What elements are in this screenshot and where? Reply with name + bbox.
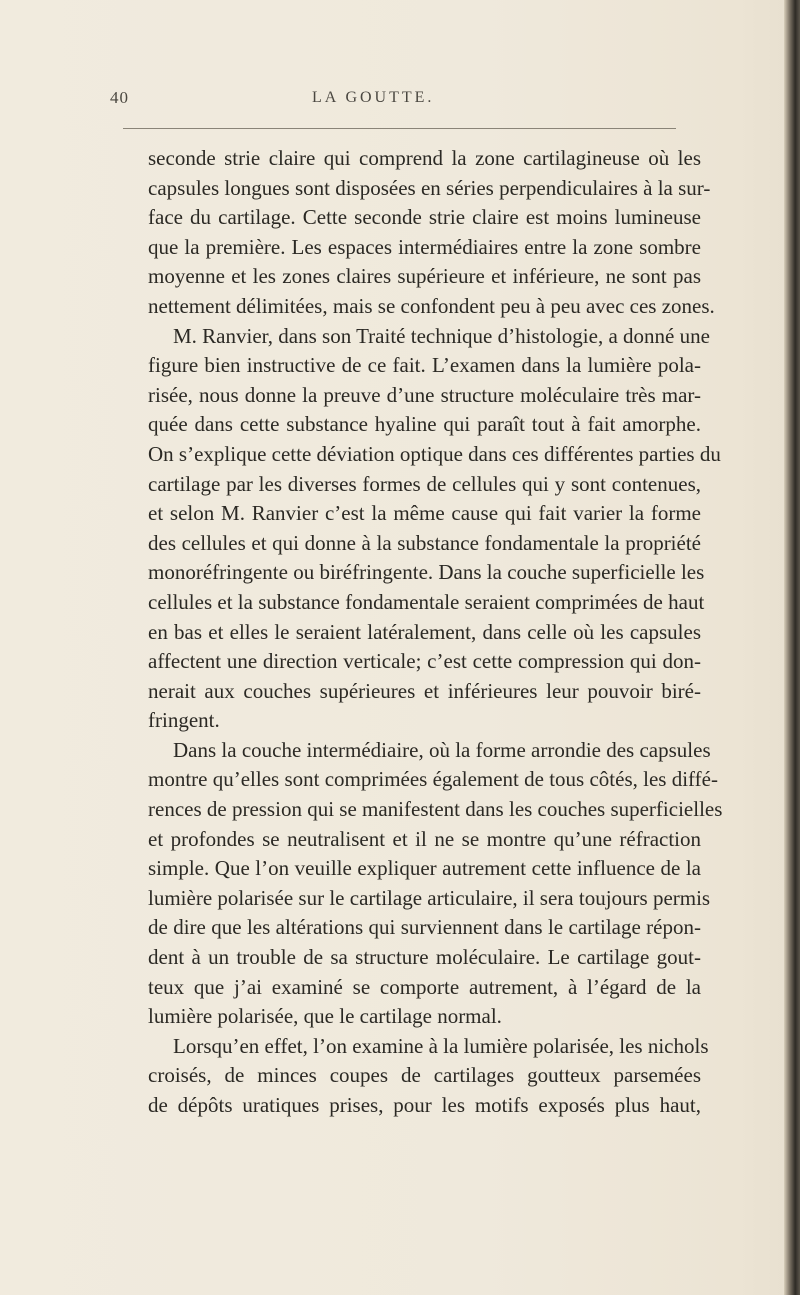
text-line: que la première. Les espaces intermédiaires entre la zone sombre [148, 234, 701, 259]
text-line: affectent une direction verticale; c’est cette compression qui don- [148, 649, 701, 674]
text-line: teux que j’ai examiné se comporte autrement, à l’égard de la [148, 974, 701, 999]
text-line: quée dans cette substance hyaline qui paraît tout à fait amorphe. [148, 412, 701, 437]
text-line: moyenne et les zones claires supérieure et inférieure, ne sont pas [148, 264, 701, 289]
text-line: rences de pression qui se manifestent dans les couches superficielles [148, 797, 723, 822]
body-text [148, 144, 723, 1121]
text-line: et profondes se neutralisent et il ne se montre qu’une réfraction [148, 826, 701, 851]
page-number: 40 [110, 88, 129, 107]
text-line: monoréfringente ou biréfringente. Dans la couche superficielle les [148, 560, 705, 585]
text-line: Dans la couche intermédiaire, où la forme arrondie des capsules [173, 737, 711, 762]
text-line: risée, nous donne la preuve d’une structure moléculaire très mar- [148, 382, 701, 407]
running-title: LA GOUTTE. [312, 89, 435, 106]
text-line: figure bien instructive de ce fait. L’examen dans la lumière pola- [148, 353, 701, 378]
text-line: nettement délimitées, mais se confondent peu à peu avec ces zones. [148, 293, 715, 318]
text-line: M. Ranvier, dans son Traité technique d’histologie, a donné une [173, 323, 710, 348]
header-rule [123, 128, 676, 129]
text-line: capsules longues sont disposées en séries perpendiculaires à la sur- [148, 175, 711, 200]
text-line: lumière polarisée sur le cartilage articulaire, il sera toujours permis [148, 885, 711, 910]
text-line: lumière polarisée, que le cartilage normal. [148, 1004, 502, 1029]
text-line: fringent. [148, 708, 220, 733]
text-line: simple. Que l’on veuille expliquer autrement cette influence de la [148, 856, 701, 881]
text-line: cartilage par les diverses formes de cellules qui y sont contenues, [148, 471, 701, 496]
text-line: montre qu’elles sont comprimées également de tous côtés, les diffé- [148, 767, 718, 792]
page-edge-shadow [784, 0, 800, 1295]
text-line: nerait aux couches supérieures et inférieures leur pouvoir biré- [148, 678, 701, 703]
text-line: croisés, de minces coupes de cartilages goutteux parsemées [148, 1063, 701, 1088]
text-line: seconde strie claire qui comprend la zone cartilagineuse où les [148, 146, 701, 170]
text-line: On s’explique cette déviation optique dans ces différentes parties du [148, 441, 721, 466]
text-line: Lorsqu’en effet, l’on examine à la lumière polarisée, les nichols [173, 1033, 709, 1058]
text-line: de dire que les altérations qui surviennent dans le cartilage répon- [148, 915, 701, 940]
text-line: dent à un trouble de sa structure moléculaire. Le cartilage gout- [148, 945, 701, 970]
text-line: en bas et elles le seraient latéralement, dans celle où les capsules [148, 619, 701, 644]
text-line: de dépôts uratiques prises, pour les motifs exposés plus haut, [148, 1093, 701, 1117]
text-line: cellules et la substance fondamentale seraient comprimées de haut [148, 589, 705, 614]
text-line: et selon M. Ranvier c’est la même cause qui fait varier la forme [148, 501, 701, 526]
text-line: des cellules et qui donne à la substance fondamentale la propriété [148, 530, 701, 555]
running-head [110, 88, 700, 118]
text-line: face du cartilage. Cette seconde strie claire est moins lumineuse [148, 205, 701, 230]
